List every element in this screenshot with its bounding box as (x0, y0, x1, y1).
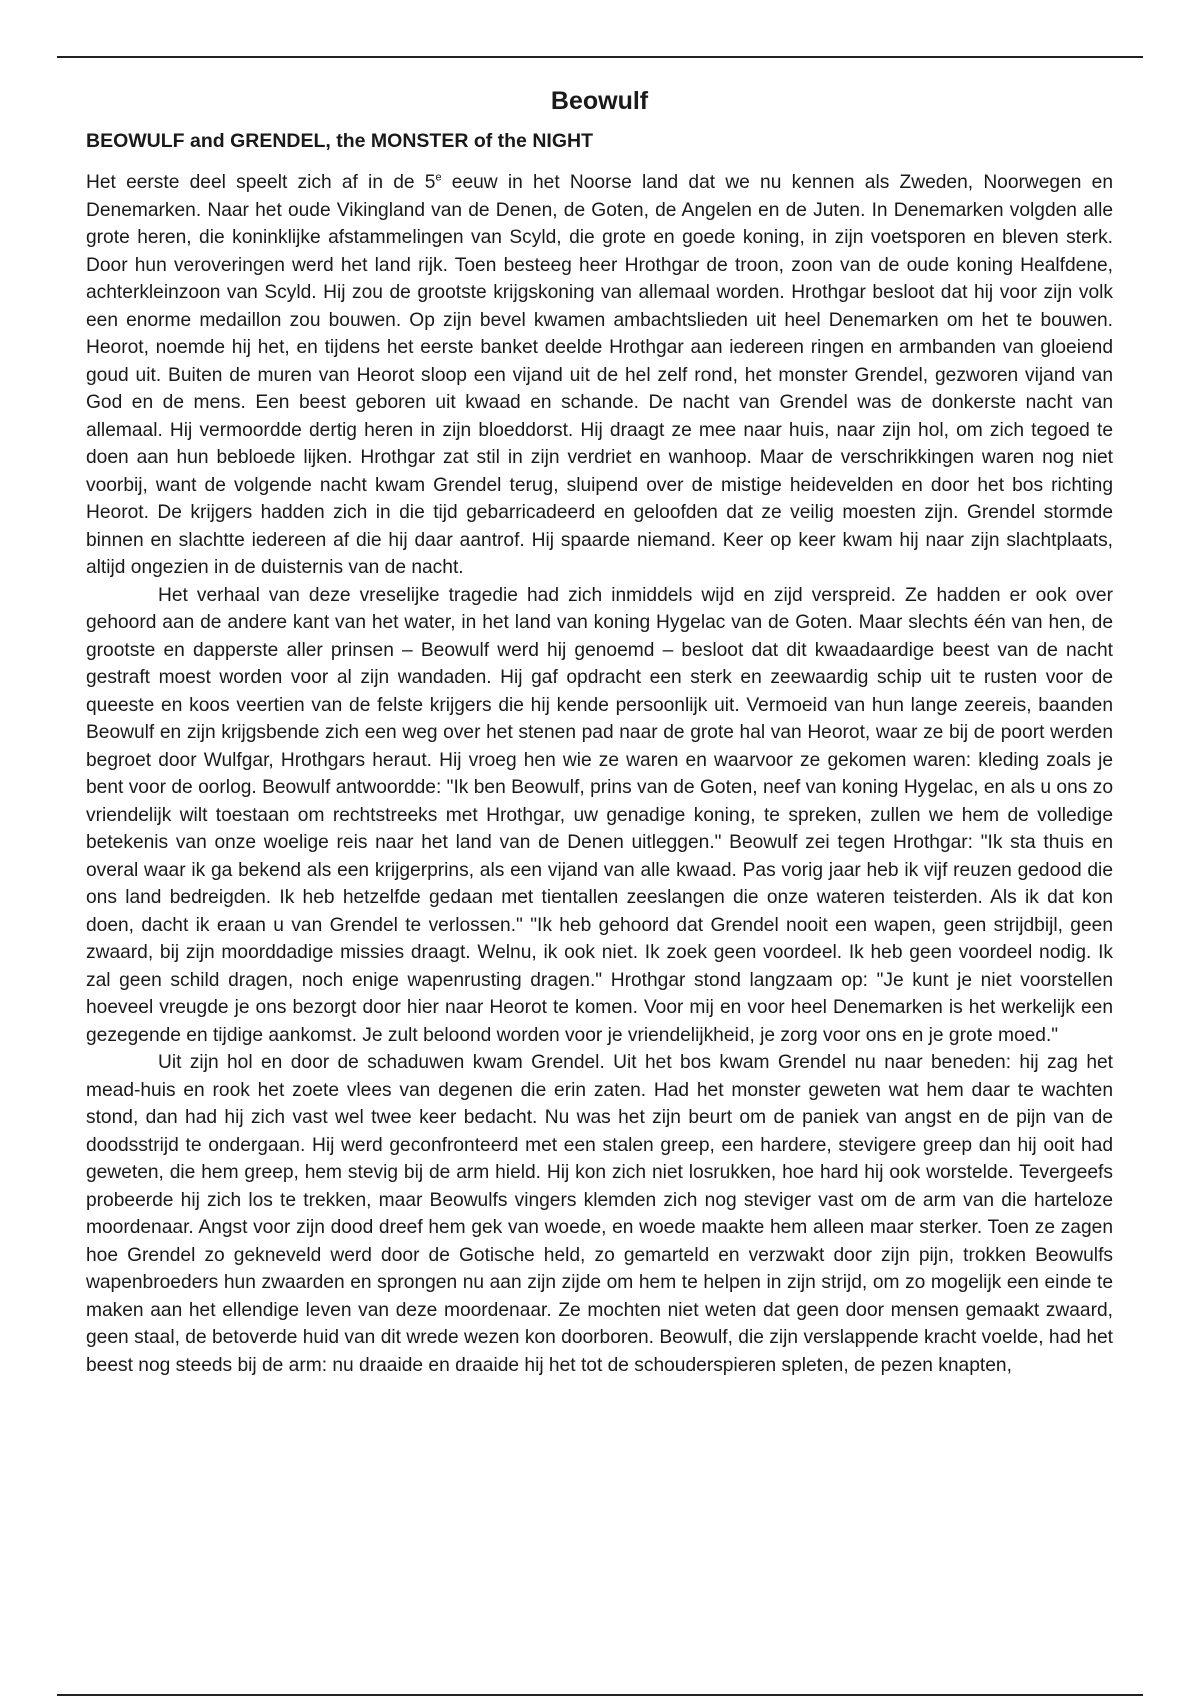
paragraph-1-start: Het eerste deel speelt zich af in de 5 (86, 172, 436, 193)
century-superscript: e (435, 171, 442, 184)
paragraph-1-rest: eeuw in het Noorse land dat we nu kennen als Zweden, Noorwegen en Denemarken. Naar het oude Vikingland van de Denen, de Goten, de Angelen en de Juten. In Denemarken volgden alle grote heren, die koninklijke afstammelingen van Scyld, die grote en goede koning, in zijn voetsporen en bleven sterk. Door hun veroveringen werd het land rijk. Toen besteeg heer Hrothgar de troon, zoon van de oude koning Healfdene, achterkleinzoon van Scyld. Hij zou de grootste krijgskoning van allemaal worden. Hrothgar besloot dat hij voor zijn volk een enorme medaillon zou bouwen. Op zijn bevel kwamen ambachtslieden uit heel Denemarken om het te bouwen. Heorot, noemde hij het, en tijdens het eerste banket deelde Hrothgar aan iedereen ringen en armbanden van gloeiend goud uit. Buiten de muren van Heorot sloop een vijand uit de hel zelf rond, het monster Grendel, gezworen vijand van God en de mens. Een beest geboren uit kwaad en schande. De nacht van Grendel was de donkerste nacht van allemaal. Hij vermoordde dertig heren in zijn bloeddorst. Hij draagt ze mee naar huis, naar zijn hol, om zich tegoed te doen aan hun bebloede lijken. Hrothgar zat stil in zijn verdriet en wanhoop. Maar de verschrikkingen waren nog niet voorbij, want de volgende nacht kwam Grendel terug, sluipend over de mistige heidevelden en door het bos richting Heorot. De krijgers hadden zich in die tijd gebarricadeerd en geloofden dat ze veilig moesten zijn. Grendel stormde binnen en slachtte iedereen af die hij daar aantrof. Hij spaarde niemand. Keer op keer kwam hij naar zijn slachtplaats, altijd ongezien in de duisternis van de nacht. (86, 172, 1113, 578)
document-body (86, 84, 1113, 1379)
document-subtitle: BEOWULF and GRENDEL, the MONSTER of the NIGHT (86, 130, 593, 152)
paragraph-2: Het verhaal van deze vreselijke tragedie had zich inmiddels wijd en zijd verspreid. Ze hadden er ook over gehoord aan de andere kant van het water, in het land van koning Hygelac van de Goten. Maar slechts één van hen, de grootste en dapperste aller prinsen – Beowulf werd hij genoemd – besloot dat dit kwaadaardige beest van de nacht gestraft moest worden voor al zijn wandaden. Hij gaf opdracht een sterk en zeewaardig schip uit te rusten voor de queeste en koos veertien van de felste krijgers die hij kende persoonlijk uit. Vermoeid van hun lange zeereis, baanden Beowulf en zijn krijgsbende zich een weg over het stenen pad naar de grote hal van Heorot, waar ze bij de poort werden begroet door Wulfgar, Hrothgars heraut. Hij vroeg hen wie ze waren en waarvoor ze gekomen waren: kleding zoals je bent voor de oorlog. Beowulf antwoordde: "Ik ben Beowulf, prins van de Goten, neef van koning Hygelac, en als u ons zo vriendelijk wilt toestaan om rechtstreeks met Hrothgar, uw genadige koning, te spreken, zullen we hem de volledige betekenis van onze woelige reis naar het land van de Denen uitleggen." Beowulf zei tegen Hrothgar: "Ik sta thuis en overal waar ik ga bekend als een krijgerprins, als een vijand van alle kwaad. Pas vorig jaar heb ik vijf reuzen gedood die ons land bedreigden. Ik heb hetzelfde gedaan met tientallen zeeslangen die onze wateren teisterden. Als ik dat kon doen, dacht ik eraan u van Grendel te verlossen." "Ik heb gehoord dat Grendel nooit een wapen, geen strijdbijl, geen zwaard, bij zijn moorddadige missies draagt. Welnu, ik ook niet. Ik zoek geen voordeel. Ik heb geen voordeel nodig. Ik zal geen schild dragen, noch enige wapenrusting dragen." Hrothgar stond langzaam op: "Je kunt je niet voorstellen hoeveel vreugde je ons bezorgt door hier naar Heorot te komen. Voor mij en voor heel Denemarken is het werkelijk een gezegende en tijdige aankomst. Je zult beloond worden voor je vriendelijkheid, je zorg voor ons en je grote moed." (86, 584, 1113, 1046)
footer-rule (57, 1694, 1143, 1696)
header-rule (57, 56, 1143, 58)
document-title: Beowulf (550, 87, 649, 115)
paragraph-1 (86, 169, 1113, 582)
paragraph-3: Uit zijn hol en door de schaduwen kwam Grendel. Uit het bos kwam Grendel nu naar beneden: hij zag het mead-huis en rook het zoete vlees van degenen die erin zaten. Had het monster geweten wat hem daar te wachten stond, dan had hij zich vast wel twee keer bedacht. Nu was het zijn beurt om de paniek van angst en de pijn van de doodsstrijd te ondergaan. Hij werd geconfronteerd met een stalen greep, een hardere, stevigere greep dan hij ooit had geweten, die hem greep, hem stevig bij de arm hield. Hij kon zich niet losrukken, hoe hard hij ook worstelde. Tevergeefs probeerde hij zich los te trekken, maar Beowulfs vingers klemden zich nog steviger vast om de arm van die harteloze moordenaar. Angst voor zijn dood dreef hem gek van woede, en woede maakte hem alleen maar sterker. Toen ze zagen hoe Grendel zo gekneveld werd door de Gotische held, zo gemarteld en verzwakt door zijn pijn, trokken Beowulfs wapenbroeders hun zwaarden en sprongen nu aan zijn zijde om hem te helpen in zijn strijd, om zo mogelijk een einde te maken aan het ellendige leven van deze moordenaar. Ze mochten niet weten dat geen door mensen gemaakt zwaard, geen staal, de betoverde huid van dit wrede wezen kon doorboren. Beowulf, die zijn verslappende kracht voelde, had het beest nog steeds bij de arm: nu draaide en draaide hij het tot de schouderspieren spleten, de pezen knapten, (86, 1052, 1113, 1376)
